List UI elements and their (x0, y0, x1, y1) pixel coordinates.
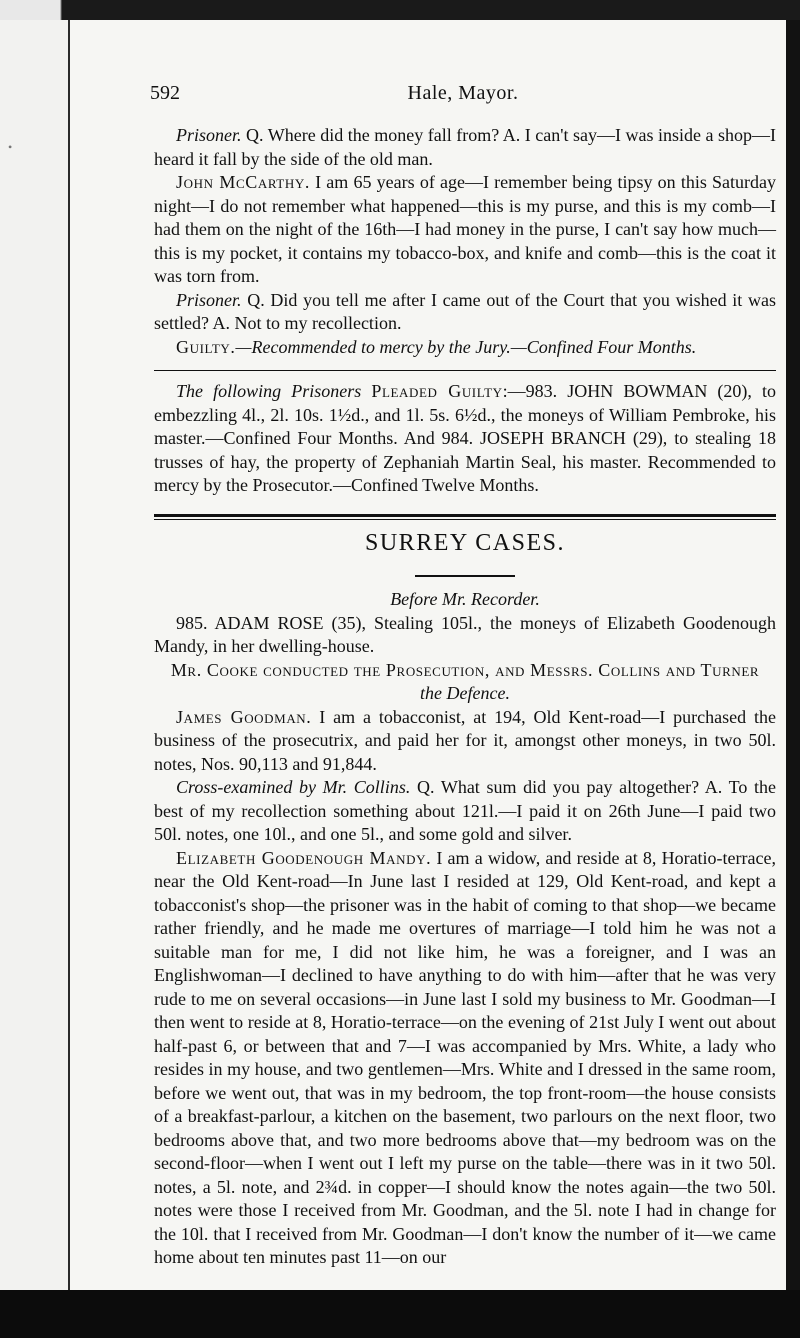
before-text: Before Mr. Recorder. (390, 589, 540, 609)
speaker: Cross-examined by Mr. Collins. (176, 777, 411, 797)
section-rule-thick (154, 514, 776, 517)
paragraph-text: I am a tobacconist, at 194, Old Kent-road—I purchased the business of the prosecutrix, and paid her for it, amongst other moneys, in two 50l. notes, Nos. 90,113 and 91,844. (154, 706, 776, 774)
paragraph-text: :—983. JOHN BOWMAN (20), to embezzling 4l., 2l. 10s. 1½d., and 1l. 5s. 6½d., the moneys of William Pembroke, his master.—Confined Four Months. And 984. JOSEPH BRANCH (29), to stealing 18 trusses of hay, the property of Zephaniah Martin Seal, his master. Recommended to mercy by the Prosecutor.—Confined Twelve Months. (154, 381, 777, 495)
counsel-text: Mr. Cooke conducted the Prosecution, and Messrs. Collins and Turner (170, 659, 760, 680)
scan-speck: • (8, 140, 13, 154)
verdict (154, 336, 776, 360)
case-heading: 985. ADAM ROSE (35), Stealing 105l., the moneys of Elizabeth Goodenough Mandy, in her dwelling-house. (154, 612, 776, 656)
scan-right-edge (786, 20, 800, 1290)
scan-left-margin (0, 20, 70, 1290)
paragraph-text: Q. What sum did you pay altogether? A. To the best of my recollection something about 121l.—I paid it on 26th June—I paid two 50l. notes, one 10l., and one 5l., and some gold and silver. (154, 777, 776, 844)
paragraph-text: I am a widow, and reside at 8, Horatio-terrace, near the Old Kent-road—In June last I resided at 129, Old Kent-road, and kept a tobacconist's shop—the prisoner was in the habit of coming to that shop—we became rather friendly, and he made me overtures of marriage—I told him he was not a suitable man for me, I did not like him, he was a foreigner, and I was an Englishwoman—I declined to have anything to do with him—after that he was very rude to me on several occasions—in June last I sold my business to Mr. Goodman—I then went to reside at 8, Horatio-terrace—on the evening of 21st July I went out about half-past 6, or between that and 7—I was accompanied by Mrs. White, a lady who resides in my house, and two gentlemen—Mrs. White and I dressed in the same room, before we went out, that was in my bedroom, the top front-room—the house consists of a breakfast-parlour, a kitchen on the basement, two parlours on the next floor, two bedrooms above that, and two more bedrooms above that—my bedroom was on the second-floor—when I went out I left my purse on the table—there was in it two 50l. notes, a 5l. note, and 2¾d. in copper—I should know the notes again—the two 50l. notes were those I received from Mr. Goodman, and the 5l. note I had in change for the 10l. that I received from Mr. Goodman—I don't know the number of it—we came home about ten minutes past 11—on our (154, 847, 777, 1267)
divider-rule (154, 370, 776, 371)
testimony-block-1 (154, 124, 776, 359)
paragraph (154, 124, 776, 171)
section-rule-thin (154, 519, 776, 520)
paragraph (154, 706, 776, 777)
speaker: Elizabeth Goodenough Mandy. (176, 847, 432, 868)
verdict-label: Guilty. (176, 336, 236, 357)
speaker: James Goodman. (176, 706, 312, 727)
counsel-text-2: the Defence. (420, 683, 510, 703)
speaker: John McCarthy. (176, 172, 310, 192)
page-number: 592 (150, 82, 180, 104)
paragraph (154, 289, 776, 336)
document-page (70, 20, 786, 1290)
scan-top-edge (0, 0, 800, 20)
verdict-text: —Recommended to mercy by the Jury.—Confined Four Months. (235, 336, 697, 357)
counsel-line (154, 659, 776, 706)
paragraph (154, 847, 776, 1270)
speaker: Prisoner. (176, 125, 242, 145)
paragraph-text: I am 65 years of age—I remember being tipsy on this Saturday night—I do not remember what happened—this is my purse, and this is my comb—I had them on the night of the 16th—I had money in the purse, I can't say how much—this is my pocket, it contains my tobacco-box, and knife and comb—this is the coat it was torn from. (154, 172, 777, 286)
scan-bottom-edge (0, 1290, 800, 1338)
lead-text: The following Prisoners (176, 381, 362, 401)
section-title: SURREY CASES. (365, 530, 565, 556)
running-head: Hale, Mayor. (407, 82, 519, 104)
title-underline (415, 575, 515, 577)
paragraph (154, 776, 776, 847)
paragraph-text: Q. Where did the money fall from? A. I can't say—I was inside a shop—I heard it fall by the side of the old man. (154, 125, 776, 169)
paragraph (154, 171, 776, 289)
before-line (154, 588, 776, 612)
speaker: Prisoner. (176, 289, 242, 310)
page-header (150, 82, 776, 112)
case-985 (154, 588, 776, 1270)
paragraph (154, 380, 776, 498)
pleaded-guilty-block (154, 380, 776, 498)
paragraph-text: Q. Did you tell me after I came out of the Court that you wished it was settled? A. Not to my recollection. (154, 289, 776, 333)
pleaded-guilty-label: Pleaded Guilty (371, 381, 503, 401)
